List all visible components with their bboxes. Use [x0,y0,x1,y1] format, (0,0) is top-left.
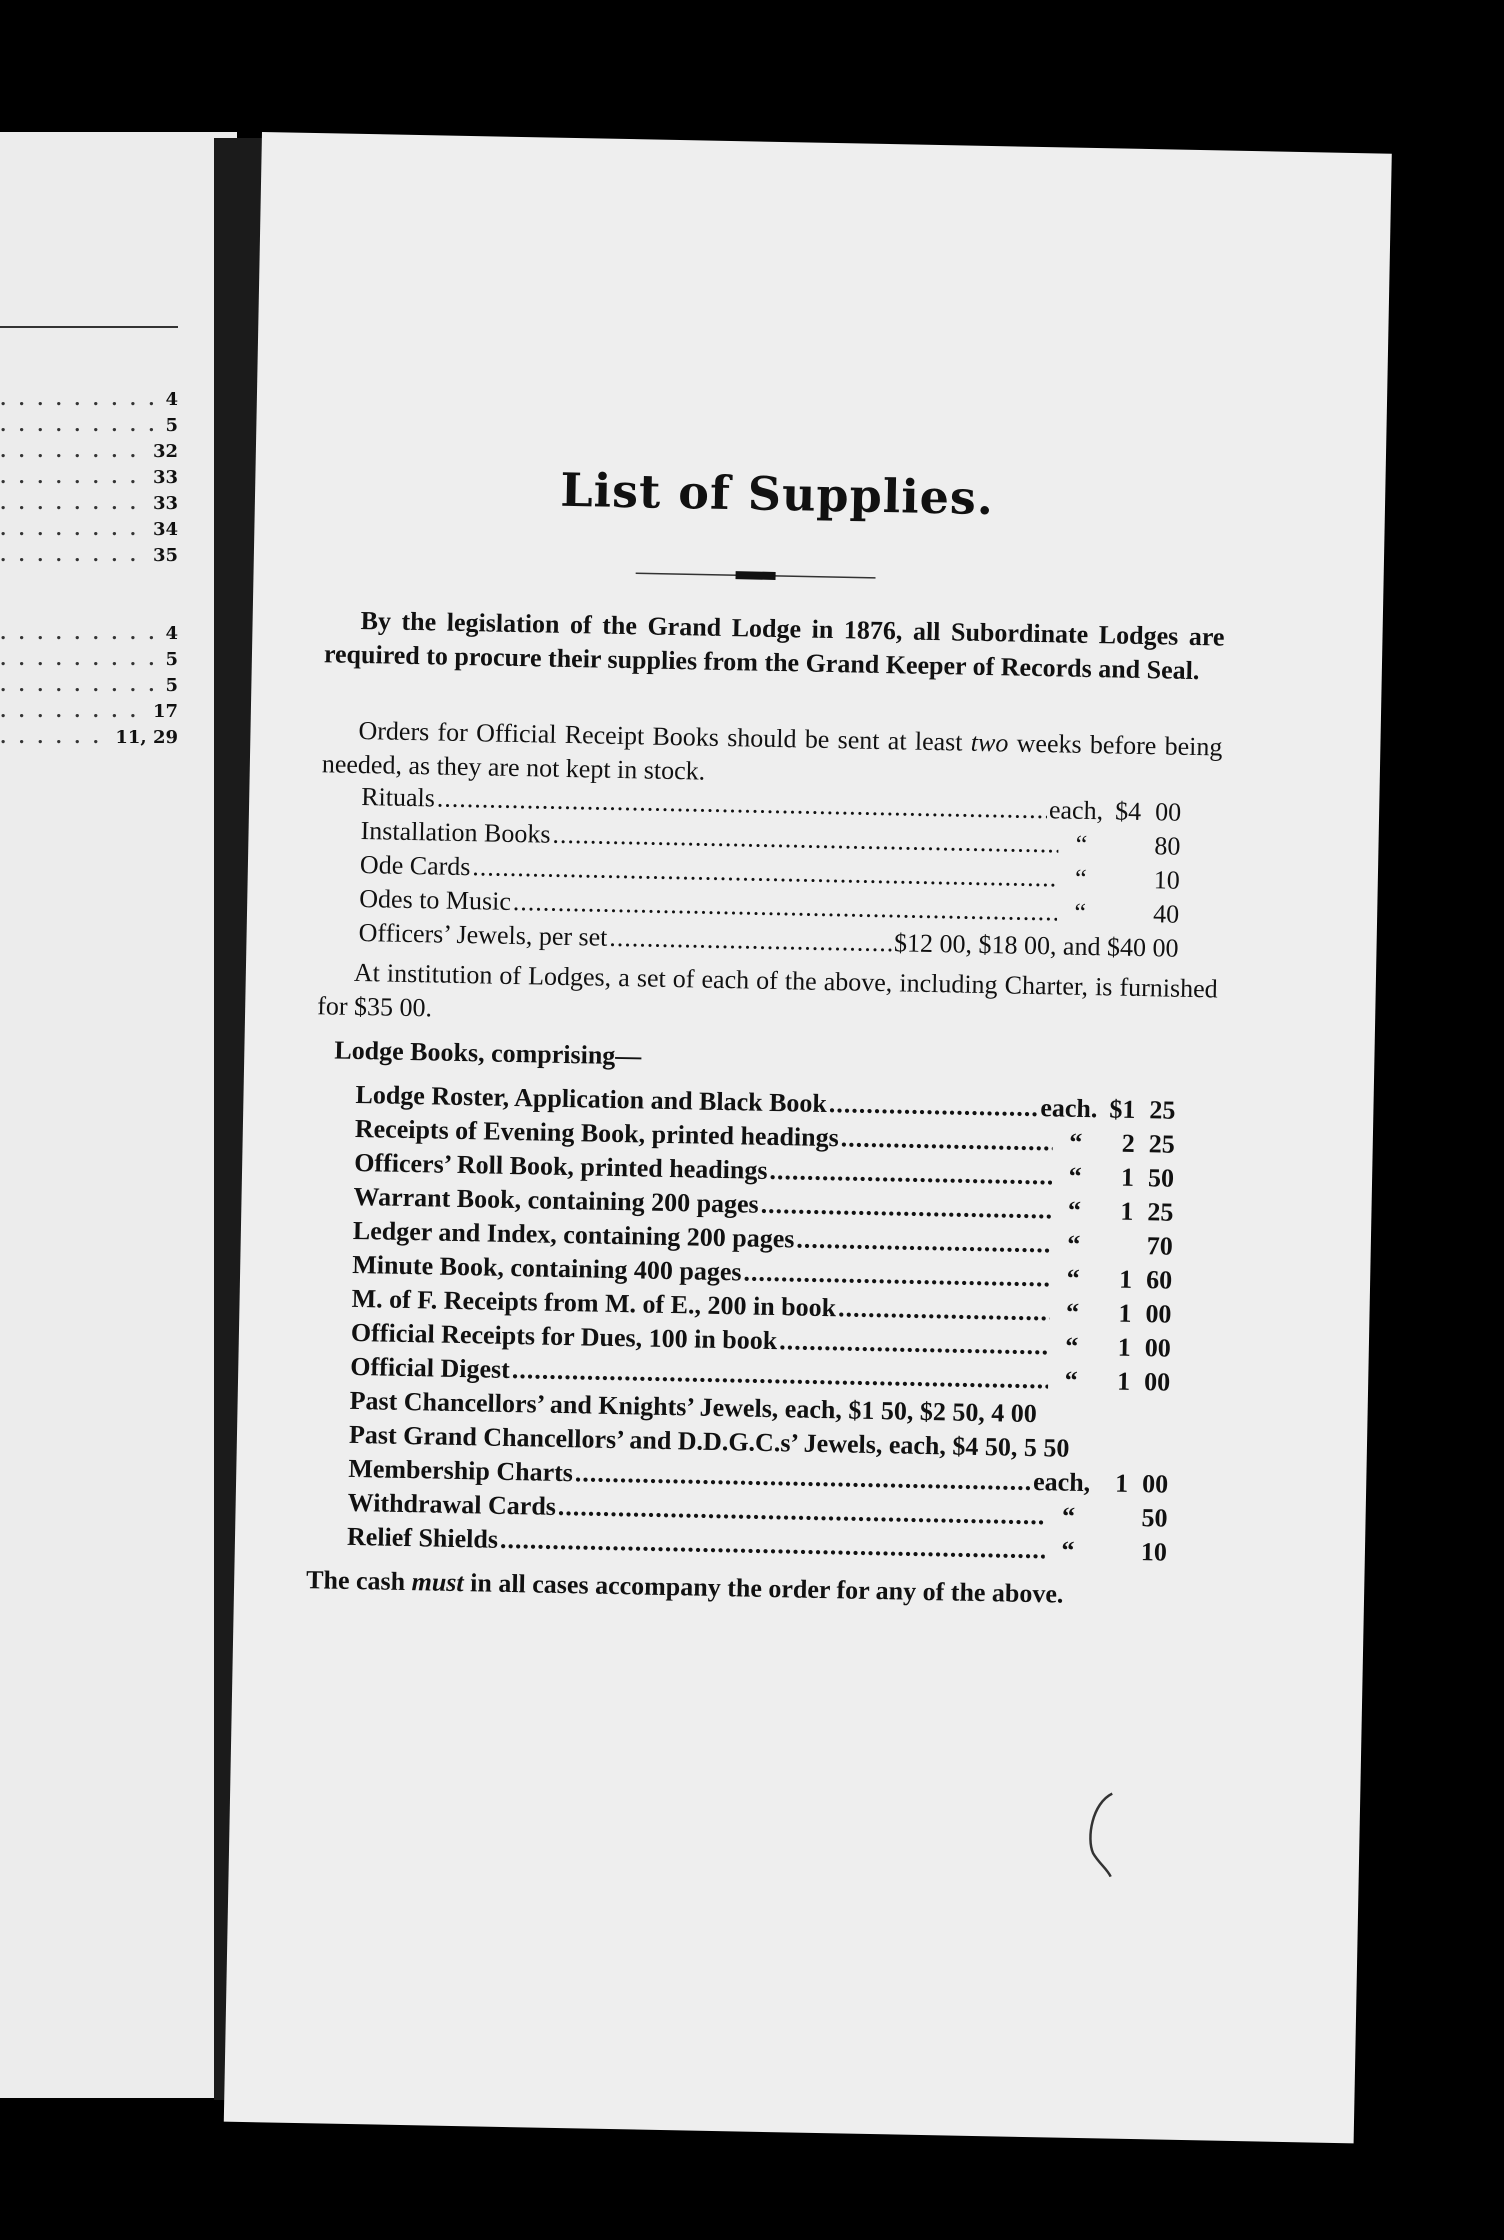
supply-label: Installation Books [360,816,551,849]
toc-page-number: 11, 29 [115,727,178,748]
past-chancellors-line: Past Chancellors’ and Knights’ Jewels, each, $1 50, $2 50, 4 00 [349,1385,1038,1429]
toc-row [0,462,178,488]
intro-paragraph: By the legislation of the Grand Lodge in 1876, all Subordinate Lodges are required to procure their supplies from the Grand Keeper of Records and Seal. [323,605,1225,686]
toc-row [0,618,178,644]
lodge-book-dollars: 1 [1118,1298,1132,1328]
toc-page-number: 35 [152,545,178,566]
lodge-book-dollars: 1 [1117,1332,1132,1362]
toc-row [0,410,178,436]
toc-row [0,436,178,462]
lodge-book-label: Minute Book, containing 400 pages [351,1249,742,1287]
toc-page-number: 5 [165,649,178,670]
lodge-book-cents: 70 [1146,1231,1174,1261]
jewels-prices: $12 00, $18 00, and $40 00 [893,928,1179,963]
toc-page-number: 32 [152,441,178,462]
toc-page-number: 33 [152,467,178,488]
lodge-book-unit: “ [1066,1263,1080,1293]
lodge-book-unit: each. [1040,1093,1098,1124]
toc-row [0,644,178,670]
left-page [0,132,237,2098]
lodge-book-cents: 25 [1147,1197,1174,1227]
past-grand-chancellors-line: Past Grand Chancellors’ and D.D.G.C.s’ Jewels, each, $4 50, 5 50 [348,1419,1070,1463]
toc-row [0,540,178,566]
lodge-book-dollars [1089,1559,1127,1560]
lodge-book-unit: “ [1065,1297,1080,1327]
supply-unit: “ [1074,863,1087,893]
right-page [224,132,1392,2143]
supply-unit: “ [1075,829,1088,859]
lodge-book-label: Relief Shields [346,1521,499,1554]
lodge-book-unit: “ [1061,1535,1075,1565]
supply-cents: 00 [1154,797,1182,827]
orders-text-before: Orders for Official Receipt Books should be sent at least [358,715,972,757]
lodge-book-label: Lodge Roster, Application and Black Book [355,1079,828,1119]
toc-row [0,384,178,410]
page-content [305,133,1234,1609]
toc-page-number: 17 [152,701,178,722]
lodge-book-dollars [1089,1525,1127,1526]
lodge-book-label: Receipts of Evening Book, printed headings [354,1113,840,1153]
lodge-book-dollars: 1 [1118,1264,1133,1294]
supply-cents: 10 [1153,865,1181,895]
orders-text-after: weeks before being needed, as they are not kept in stock. [321,728,1223,786]
lodge-book-label: Warrant Book, containing 200 pages [353,1181,760,1219]
closing-emphasis: must [411,1567,464,1598]
supply-dollars [1102,853,1140,854]
lodge-book-cents: 60 [1145,1265,1173,1295]
lodge-book-label: Membership Charts [348,1453,574,1488]
supply-label: Ode Cards [359,850,471,882]
toc-row [0,722,178,748]
toc-page-number: 4 [165,389,178,410]
supply-unit: “ [1074,897,1087,927]
lodge-book-unit: “ [1065,1331,1079,1361]
supply-unit: each, [1048,795,1104,826]
supply-label: Rituals [360,782,436,813]
closing-note [306,1565,1206,1612]
page-title: List of Supplies. [559,462,995,526]
lodge-book-cents: 25 [1148,1129,1176,1159]
lodge-book-label: Official Receipts for Dues, 100 in book [350,1317,778,1356]
pencil-mark [1081,1788,1123,1879]
lodge-book-label: Withdrawal Cards [347,1487,557,1521]
lodge-book-cents: 00 [1144,1333,1172,1363]
lodge-book-label: Official Digest [350,1351,511,1384]
lodge-book-unit: “ [1067,1195,1082,1225]
lodge-book-dollars: $1 [1109,1094,1136,1124]
lodge-book-dollars [1095,1253,1133,1254]
jewels-label: Officers’ Jewels, per set [358,918,608,952]
toc-page-number: 5 [165,415,178,436]
toc-page-number: 4 [165,623,178,644]
lodge-book-unit: “ [1067,1229,1081,1259]
lodge-book-dollars: 2 [1121,1128,1136,1158]
supply-label: Odes to Music [359,884,512,916]
toc-row [0,696,178,722]
lodge-book-label: Officers’ Roll Book, printed headings [353,1147,768,1185]
toc-row [0,514,178,540]
toc-page-number: 34 [152,519,178,540]
toc-row [0,488,178,514]
lodge-book-cents: 50 [1141,1503,1168,1533]
lodge-book-label: M. of F. Receipts from M. of E., 200 in book [351,1283,837,1323]
supply-dollars [1102,887,1140,888]
lodge-book-cents: 00 [1145,1299,1172,1329]
supply-cents: 80 [1154,831,1181,861]
lodge-book-unit: “ [1064,1365,1078,1395]
closing-text-before: The cash [305,1565,412,1597]
title-ornament [635,567,875,584]
lodge-book-cents: 50 [1147,1163,1175,1193]
supply-dollars [1101,921,1139,922]
lodge-book-dollars: 1 [1114,1468,1129,1498]
supply-dollars: $4 [1114,796,1142,826]
lodge-book-unit: “ [1068,1161,1082,1191]
orders-emphasis: two [970,727,1009,758]
lodge-book-dollars: 1 [1120,1196,1134,1226]
closing-text-after: in all cases accompany the order for any of the above. [463,1568,1064,1609]
institution-paragraph: At institution of Lodges, a set of each of the above, including Charter, is furnished for $35 00. [316,957,1219,1023]
lodge-book-unit: “ [1068,1127,1083,1157]
lodge-books-heading: Lodge Books, comprising— [334,1035,642,1071]
lodge-book-dollars: 1 [1120,1162,1135,1192]
left-page-rule [0,326,178,328]
toc-page-number: 33 [152,493,178,514]
toc-page-number: 5 [165,675,178,696]
lodge-book-label: Ledger and Index, containing 200 pages [352,1215,795,1254]
lodge-book-unit: “ [1061,1501,1076,1531]
lodge-book-cents: 25 [1149,1095,1176,1125]
lodge-book-cents: 00 [1141,1469,1169,1499]
lodge-book-cents: 00 [1143,1367,1171,1397]
lodge-book-cents: 10 [1140,1537,1168,1567]
toc-row [0,670,178,696]
lodge-book-unit: each, [1032,1467,1091,1498]
lodge-book-dollars: 1 [1116,1366,1131,1396]
supply-cents: 40 [1152,899,1180,929]
